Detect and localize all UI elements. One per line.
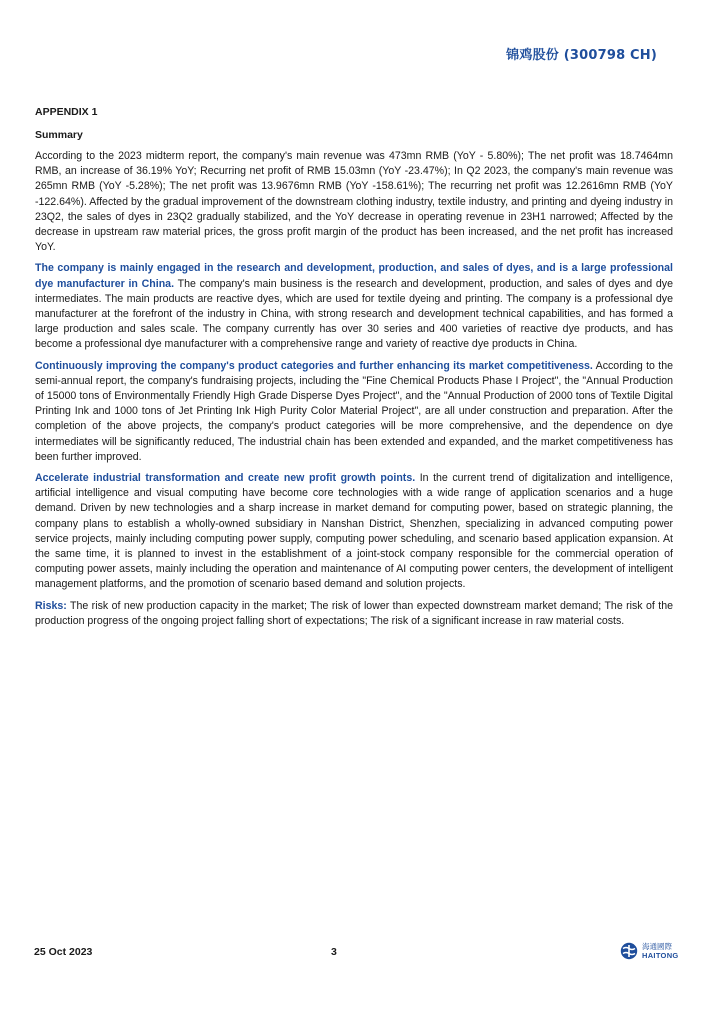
product-paragraph [35,359,673,465]
business-lead: The company is mainly engaged in the research and development, production, and sales of dyes, and is a large professional dye manufacturer in China. [35,262,673,290]
risks-text: The risk of new production capacity in the market; The risk of lower than expected downstream market demand; The risk of the production progress of the ongoing project falling short of expectations; The risk of a significant increase in raw material costs. [35,599,673,627]
business-paragraph [35,261,673,352]
footer-date: 25 Oct 2023 [34,946,93,958]
product-text: According to the semi-annual report, the company's fundraising projects, including the "Fine Chemical Products Phase I Project", the "Annual Production of 15000 tons of Environmentally Friendly High Grade Disperse Dyes Project", and the "Annual Production of 2000 tons of Textile Digital Printing Ink and 1000 tons of Jet Printing Ink High Purity Color Material Project", are all under construction and preparation. After the completion of the above projects, the company's product categories will be more comprehensive, and the dependence on dye intermediates will be significantly reduced, The industrial chain has been extended and expanded, and the market competitiveness has been further improved. [35,359,674,463]
risks-lead: Risks: [35,599,67,612]
transformation-paragraph [35,471,673,593]
summary-title: Summary [35,129,83,141]
risks-paragraph [35,599,673,629]
appendix-content [35,106,673,635]
transformation-text: In the current trend of digitalization and intelligence, artificial intelligence and visual computing have become core technologies with a wide range of application scenarios and a huge demand. Driven by new technologies and a sharp increase in market demand for computing power, based on strategic planning, the company plans to establish a wholly-owned subsidiary in Nanshan District, Shenzhen, specializing in advanced computing power service projects, mainly including computing power supply, computing power scheduling, and scenario based application expansion. At the same time, it is planned to invest in the establishment of a joint-stock company responsible for the commercial operation of computing power assets, mainly including the operation and maintenance of AI computing power centers, the development of intelligent management platforms, and the promotion of scenario based demand and solution projects. [35,472,673,591]
haitong-logo [620,942,679,960]
transformation-lead: Accelerate industrial transformation and create new profit growth points. [35,472,416,485]
logo-en-text: HAITONG [642,951,679,960]
header-ticker: 锦鸡股份 (300798 CH) [506,48,657,63]
summary-paragraph: According to the 2023 midterm report, the company's main revenue was 473mn RMB (YoY - 5.80%); The net profit was 18.7464mn RMB, an increase of 36.19% YoY; Recurring net profit of RMB 15.03mn (YoY -23.47%); In Q2 2023, the company's main revenue was 265mn RMB (YoY -5.28%); The net profit was 13.9676mn RMB (YoY -158.61%); The recurring net profit was 12.2616mn RMB (YoY -122.64%). Affected by the gradual improvement of the downstream clothing industry, textile industry, and printing and dyeing industry in 23Q2, the sales of dyes in 23Q2 gradually stabilized, and the YoY decrease in operating revenue in 23H1 narrowed; Affected by the decrease in upstream raw material prices, the gross profit margin of the product has been increased, and the net profit has increased YoY. [35,150,673,254]
page-number: 3 [331,946,337,958]
logo-cn-text: 海通國際 [642,942,672,951]
appendix-title: APPENDIX 1 [35,106,98,118]
haitong-logo-icon [620,942,638,960]
business-text: The company's main business is the research and development, production, and sales of dyes and dye intermediates. The main products are reactive dyes, which are used for textile dyeing and printing. The company is a professional dye manufacturer at the forefront of the industry in China, with strong research and development technical capabilities, and has formed a large production and sales scale. The company currently has over 30 series and 400 varieties of reactive dye products, and has become a professional dye manufacturer with a comprehensive range and variety of reactive dye products in China. [35,277,673,351]
product-lead: Continuously improving the company's product categories and further enhancing its market competitiveness. [35,359,593,372]
